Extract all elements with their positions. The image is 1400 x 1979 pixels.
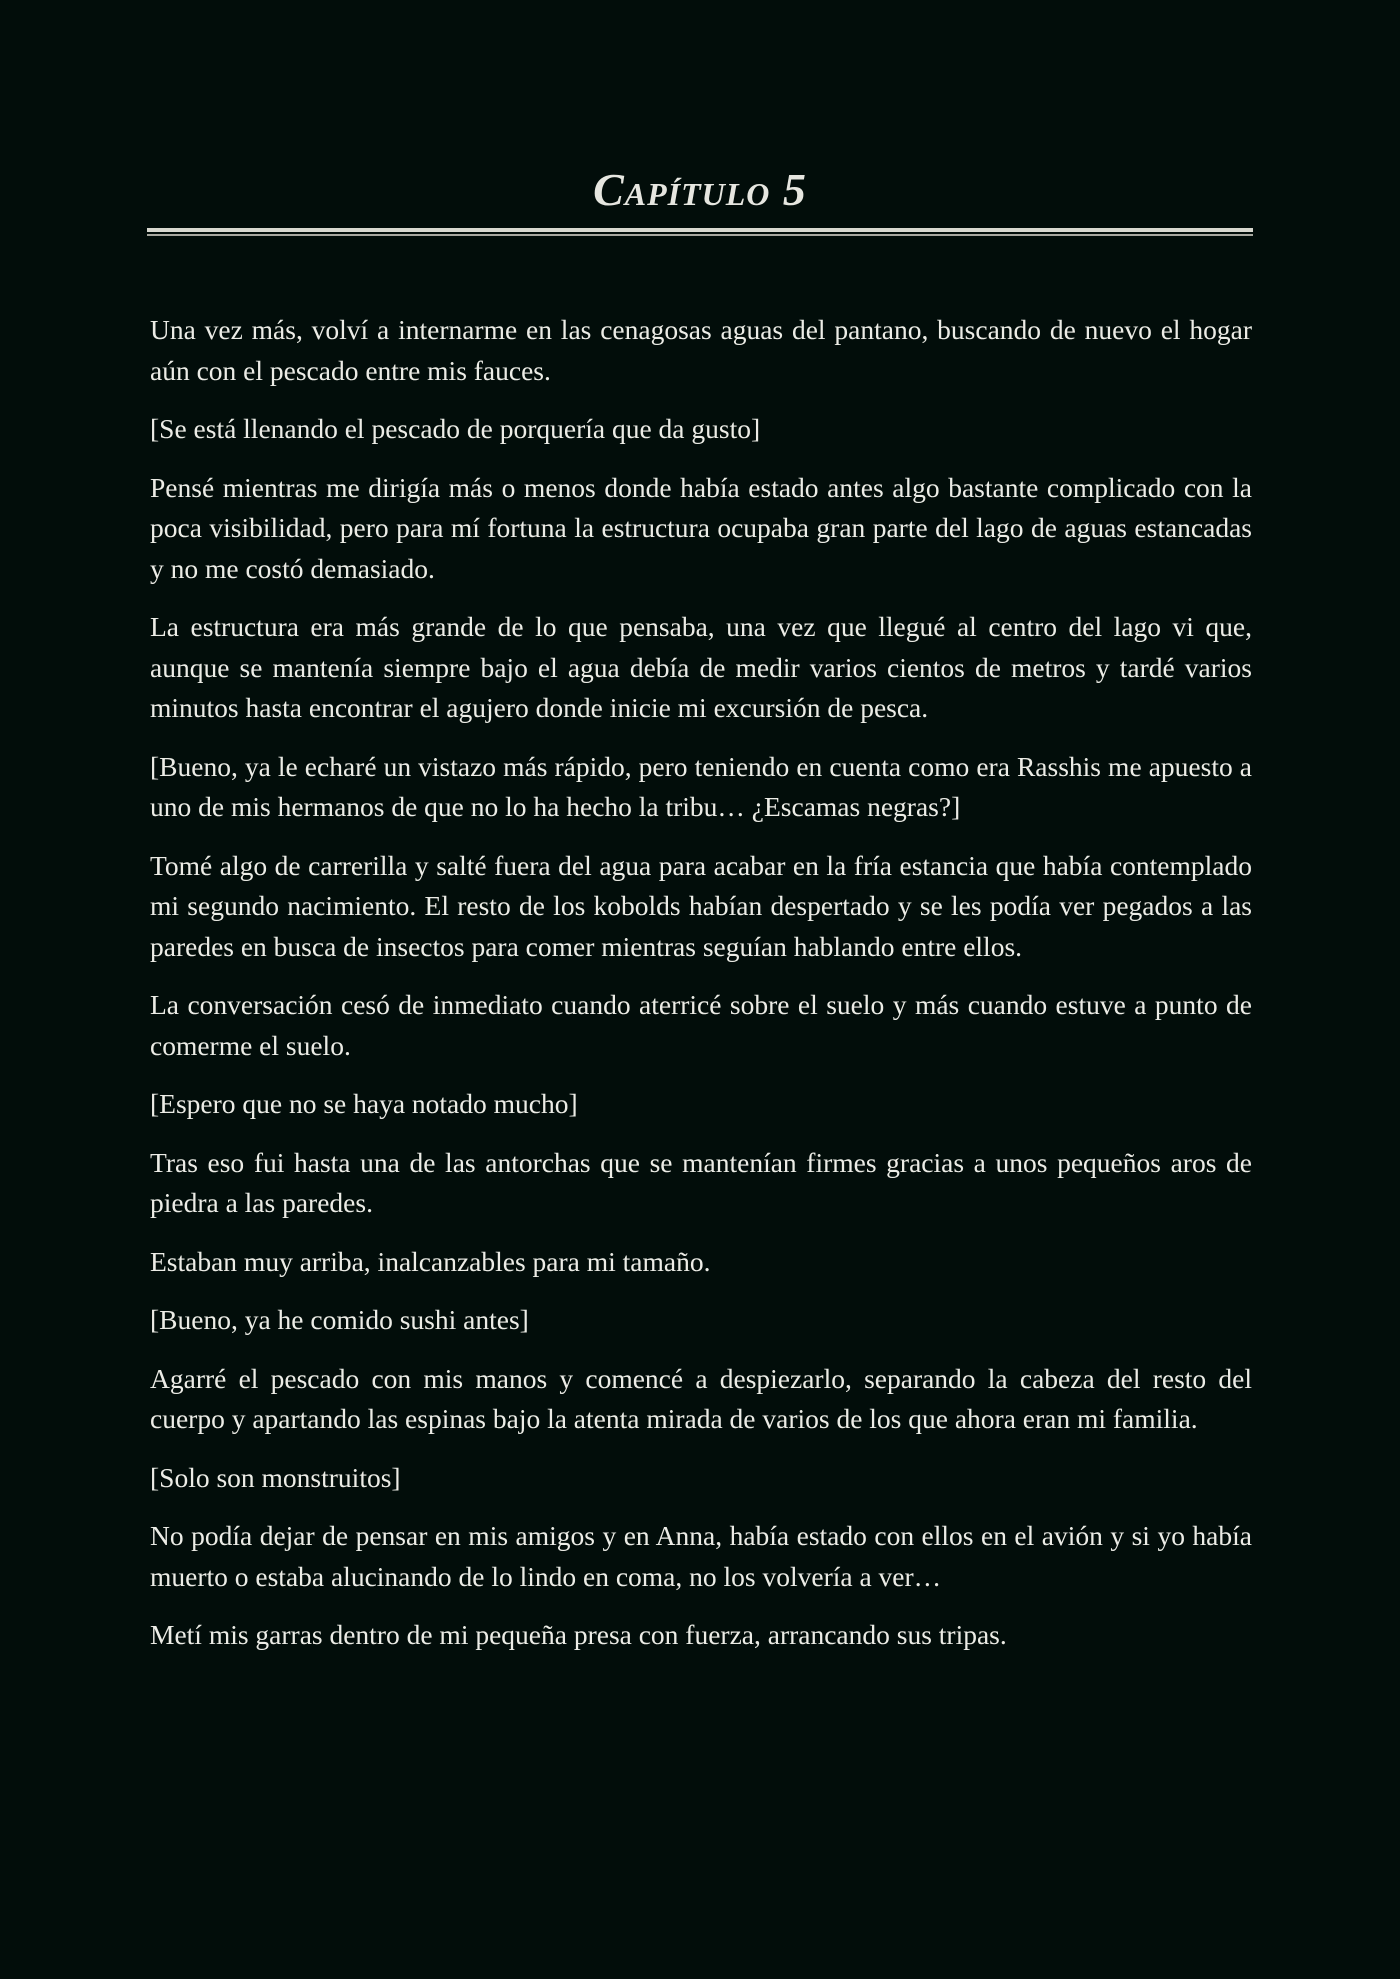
chapter-title: Capítulo 5	[593, 164, 807, 215]
paragraph: Tras eso fui hasta una de las antorchas que se mantenían firmes gracias a unos pequeños aros de piedra a las paredes.	[150, 1146, 1252, 1218]
paragraph: Agarré el pescado con mis manos y comencé a despiezarlo, separando la cabeza del resto del cuerpo y apartando las espinas bajo la atenta mirada de varios de los que ahora eran mi familia.	[150, 1362, 1252, 1434]
paragraph: Tomé algo de carrerilla y salté fuera del agua para acabar en la fría estancia que había contemplado mi segundo nacimiento. El resto de los kobolds habían despertado y se les podía ver pegados a las paredes en busca de insectos para comer mientras seguían hablando entre ellos.	[150, 849, 1252, 962]
paragraph: Estaban muy arriba, inalcanzables para mi tamaño.	[150, 1245, 711, 1277]
paragraph: La estructura era más grande de lo que pensaba, una vez que llegué al centro del lago vi que, aunque se mantenía siempre bajo el agua debía de medir varios cientos de metros y tardé varios minutos hasta encontrar el agujero donde inicie mi excursión de pesca.	[150, 611, 1252, 723]
paragraph: Metí mis garras dentro de mi pequeña presa con fuerza, arrancando sus tripas.	[150, 1619, 1007, 1650]
paragraph: Pensé mientras me dirigía más o menos donde había estado antes algo bastante complicado con la poca visibilidad, pero para mí fortuna la estructura ocupaba gran parte del lago de aguas estancadas y no me costó demasiado.	[150, 471, 1252, 584]
paragraph: Una vez más, volví a internarme en las cenagosas aguas del pantano, buscando de nuevo el hogar aún con el pescado entre mis fauces.	[150, 314, 1252, 386]
paragraph: [Espero que no se haya notado mucho]	[150, 1088, 578, 1119]
title-divider-thick-line	[147, 228, 1253, 232]
paragraph: [Se está llenando el pescado de porquería que da gusto]	[150, 413, 761, 444]
paragraph: [Solo son monstruitos]	[150, 1461, 401, 1493]
paragraph: No podía dejar de pensar en mis amigos y en Anna, había estado con ellos en el avión y si yo había muerto o estaba alucinando de lo lindo en coma, no los volvería a ver…	[150, 1520, 1252, 1592]
paragraph: [Bueno, ya le echaré un vistazo más rápido, pero teniendo en cuenta como era Rasshis me apuesto a uno de mis hermanos de que no lo ha hecho la tribu… ¿Escamas negras?]	[150, 750, 1252, 822]
chapter-body	[150, 310, 1252, 1674]
paragraph: La conversación cesó de inmediato cuando aterricé sobre el suelo y más cuando estuve a punto de comerme el suelo.	[150, 989, 1252, 1061]
title-divider	[147, 228, 1253, 238]
paragraph: [Bueno, ya he comido sushi antes]	[150, 1304, 529, 1335]
title-divider-thin-line	[147, 234, 1253, 236]
